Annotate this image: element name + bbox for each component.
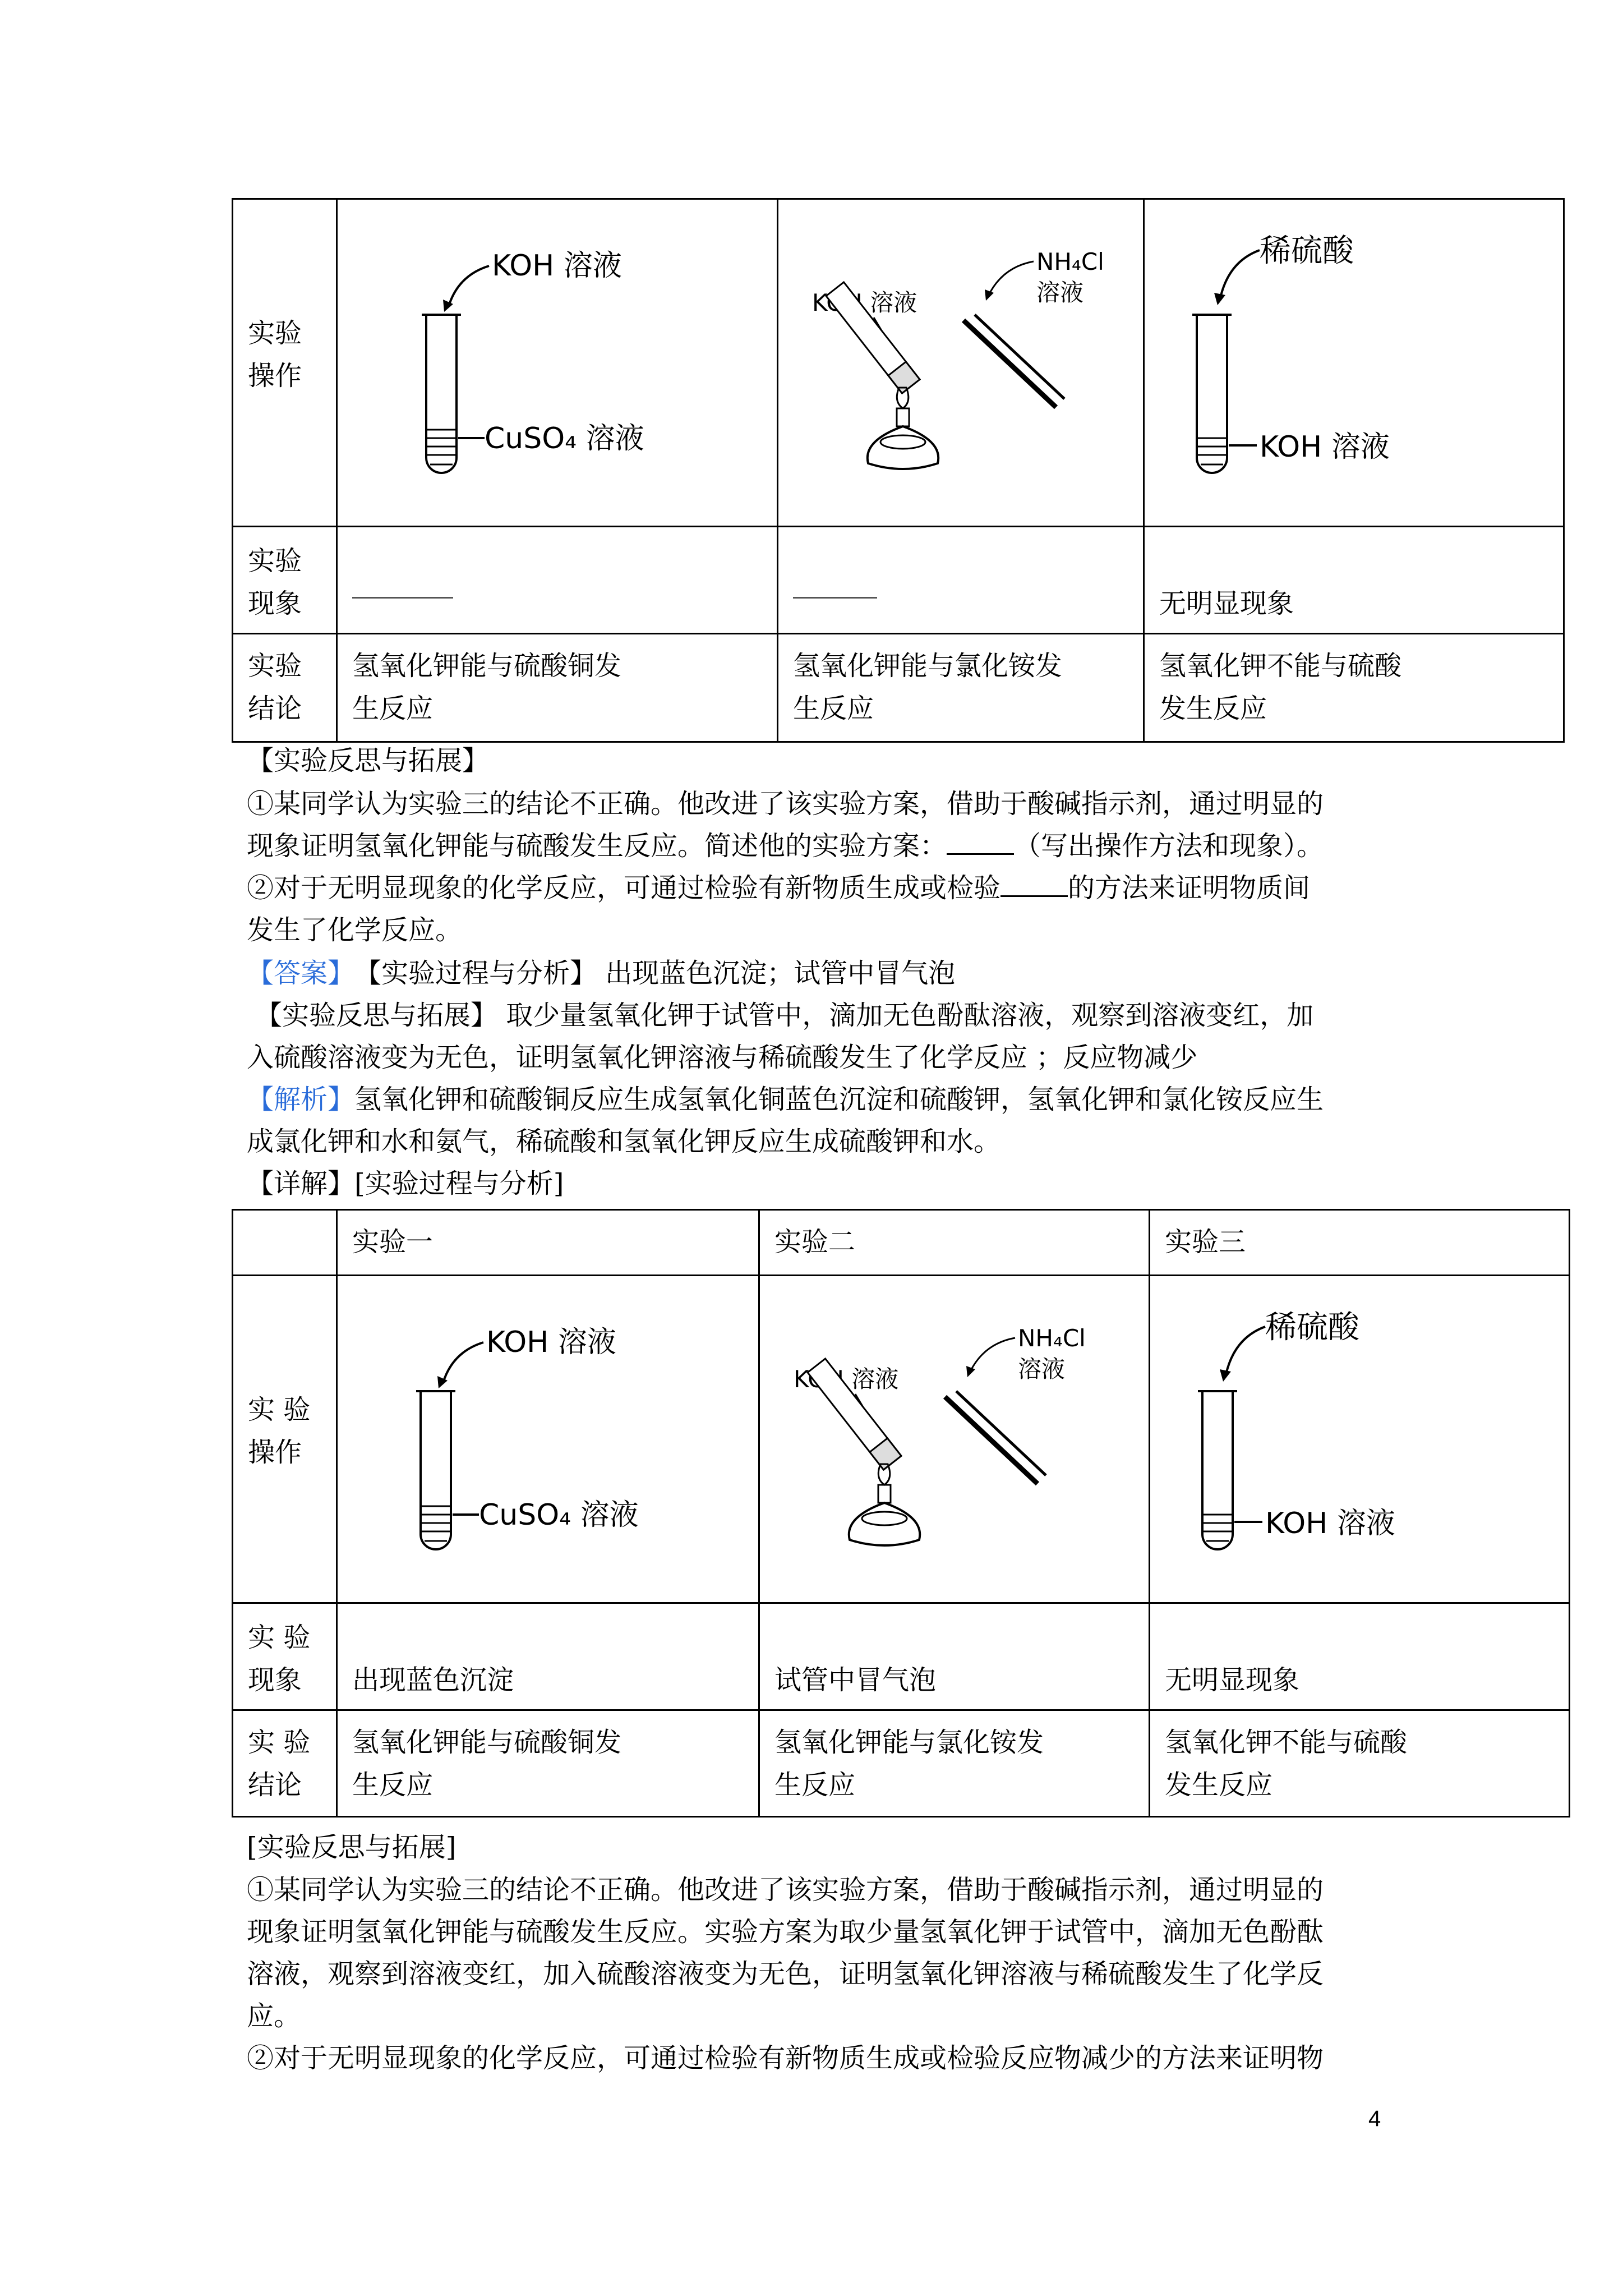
section-heading-reflection: [实验反思与拓展] bbox=[247, 1832, 457, 1863]
page-number: 4 bbox=[1368, 2106, 1381, 2131]
analysis-line: 【解析】氢氧化钾和硫酸铜反应生成氢氧化铜蓝色沉淀和硫酸钾，氢氧化钾和氯化铵反应生 bbox=[247, 1084, 1324, 1115]
figure-cuso4-koh bbox=[337, 1276, 759, 1603]
svg-text:稀硫酸: 稀硫酸 bbox=[1260, 233, 1354, 269]
test-tube-diagram-1 bbox=[338, 200, 777, 519]
question-line: ②对于无明显现象的化学反应，可通过检验有新物质生成或检验 的方法来证明物质间 bbox=[247, 872, 1311, 904]
answer-line: 入硫酸溶液变为无色，证明氢氧化钾溶液与稀硫酸发生了化学反应 ；反应物减少 bbox=[247, 1042, 1198, 1073]
answer-line: 【实验反思与拓展】 取少量氢氧化钾于试管中，滴加无色酚酞溶液，观察到溶液变红，加 bbox=[255, 1000, 1314, 1031]
svg-text:KOH 溶液: KOH 溶液 bbox=[794, 1365, 899, 1393]
experiment-table-2 bbox=[232, 1209, 1570, 1818]
detail-line: ②对于无明显现象的化学反应，可通过检验有新物质生成或检验反应物减少的方法来证明物 bbox=[247, 2042, 1324, 2074]
table-row bbox=[233, 634, 1564, 742]
svg-text:KOH 溶液: KOH 溶液 bbox=[1265, 1507, 1395, 1540]
question-line: 发生了化学反应。 bbox=[247, 914, 463, 946]
section-heading-reflection: 【实验反思与拓展】 bbox=[247, 745, 490, 776]
figure-koh-h2so4 bbox=[1150, 1276, 1570, 1603]
test-tube-diagram-3 bbox=[1145, 200, 1563, 519]
table-header-row bbox=[233, 1210, 1570, 1276]
detail-line: 应。 bbox=[247, 2000, 301, 2032]
header-cell: 实验一 bbox=[337, 1210, 759, 1276]
test-tube-diagram-3 bbox=[1150, 1276, 1569, 1596]
experiment-table-1 bbox=[232, 198, 1565, 743]
answer-blank[interactable] bbox=[947, 830, 1014, 855]
header-cell: 实验三 bbox=[1150, 1210, 1570, 1276]
conclusion-cell-1: 氢氧化钾能与硫酸铜发 生反应 bbox=[337, 634, 778, 742]
figure-nh4cl-koh bbox=[778, 199, 1144, 527]
table-row bbox=[233, 527, 1564, 634]
phenomenon-blank-2[interactable] bbox=[778, 527, 1144, 634]
detail-line: 溶液，观察到溶液变红，加入硫酸溶液变为无色，证明氢氧化钾溶液与稀硫酸发生了化学反 bbox=[247, 1958, 1324, 1990]
row-label-conclusion: 实验 结论 bbox=[233, 634, 337, 742]
phenomenon-cell-3: 无明显现象 bbox=[1144, 527, 1564, 634]
analysis-line: 成氯化钾和水和氨气，稀硫酸和氢氧化钾反应生成硫酸钾和水。 bbox=[247, 1126, 1001, 1157]
row-label-operation: 实 验 操作 bbox=[233, 1276, 337, 1603]
question-line: ①某同学认为实验三的结论不正确。他改进了该实验方案，借助于酸碱指示剂，通过明显的 bbox=[247, 788, 1324, 820]
detail-heading: 【详解】[实验过程与分析] bbox=[247, 1168, 564, 1199]
svg-text:CuSO₄ 溶液: CuSO₄ 溶液 bbox=[479, 1498, 639, 1532]
answer-line: 【答案】 【实验过程与分析】 出现蓝色沉淀；试管中冒气泡 bbox=[247, 958, 956, 989]
row-label-phenomenon: 实 验 现象 bbox=[233, 1603, 337, 1710]
svg-text:CuSO₄ 溶液: CuSO₄ 溶液 bbox=[485, 422, 644, 455]
header-cell: 实验二 bbox=[759, 1210, 1150, 1276]
test-tube-diagram-2 bbox=[760, 1276, 1149, 1596]
answer-tag: 【答案】 bbox=[247, 958, 342, 989]
conclusion-cell-3: 氢氧化钾不能与硫酸 发生反应 bbox=[1150, 1710, 1570, 1817]
test-tube-diagram-1 bbox=[338, 1276, 758, 1596]
phenomenon-cell-1: 出现蓝色沉淀 bbox=[337, 1603, 759, 1710]
table-row bbox=[233, 1710, 1570, 1817]
svg-text:溶液: 溶液 bbox=[1018, 1355, 1066, 1383]
detail-line: 现象证明氢氧化钾能与硫酸发生反应。实验方案为取少量氢氧化钾于试管中，滴加无色酚酞 bbox=[247, 1916, 1324, 1948]
phenomenon-cell-2: 试管中冒气泡 bbox=[759, 1603, 1150, 1710]
row-label-conclusion: 实 验 结论 bbox=[233, 1710, 337, 1817]
figure-cuso4-koh bbox=[337, 199, 778, 527]
conclusion-cell-2: 氢氧化钾能与氯化铵发 生反应 bbox=[778, 634, 1144, 742]
test-tube-diagram-2 bbox=[778, 200, 1143, 519]
detail-line: ①某同学认为实验三的结论不正确。他改进了该实验方案，借助于酸碱指示剂，通过明显的 bbox=[247, 1874, 1324, 1906]
svg-text:KOH 溶液: KOH 溶液 bbox=[1260, 430, 1390, 464]
question-line: 现象证明氢氧化钾能与硫酸发生反应。简述他的实验方案： （写出操作方法和现象）。 bbox=[247, 830, 1324, 862]
figure-koh-h2so4 bbox=[1144, 199, 1564, 527]
svg-text:NH₄Cl: NH₄Cl bbox=[1036, 248, 1104, 275]
svg-text:KOH 溶液: KOH 溶液 bbox=[492, 249, 622, 283]
conclusion-cell-1: 氢氧化钾能与硫酸铜发 生反应 bbox=[337, 1710, 759, 1817]
table-row bbox=[233, 199, 1564, 527]
figure-nh4cl-koh bbox=[759, 1276, 1150, 1603]
table-row bbox=[233, 1603, 1570, 1710]
conclusion-cell-2: 氢氧化钾能与氯化铵发 生反应 bbox=[759, 1710, 1150, 1817]
answer-blank[interactable] bbox=[1000, 872, 1068, 897]
svg-text:KOH 溶液: KOH 溶液 bbox=[486, 1326, 616, 1359]
table-row bbox=[233, 1276, 1570, 1603]
conclusion-cell-3: 氢氧化钾不能与硫酸 发生反应 bbox=[1144, 634, 1564, 742]
header-cell-empty bbox=[233, 1210, 337, 1276]
phenomenon-blank-1[interactable] bbox=[337, 527, 778, 634]
svg-text:溶液: 溶液 bbox=[1036, 279, 1084, 306]
analysis-tag: 【解析】 bbox=[247, 1084, 355, 1115]
row-label-operation: 实验 操作 bbox=[233, 199, 337, 527]
svg-text:稀硫酸: 稀硫酸 bbox=[1265, 1309, 1359, 1346]
svg-text:KOH 溶液: KOH 溶液 bbox=[812, 289, 917, 316]
phenomenon-cell-3: 无明显现象 bbox=[1150, 1603, 1570, 1710]
row-label-phenomenon: 实验 现象 bbox=[233, 527, 337, 634]
svg-text:NH₄Cl: NH₄Cl bbox=[1018, 1324, 1086, 1352]
